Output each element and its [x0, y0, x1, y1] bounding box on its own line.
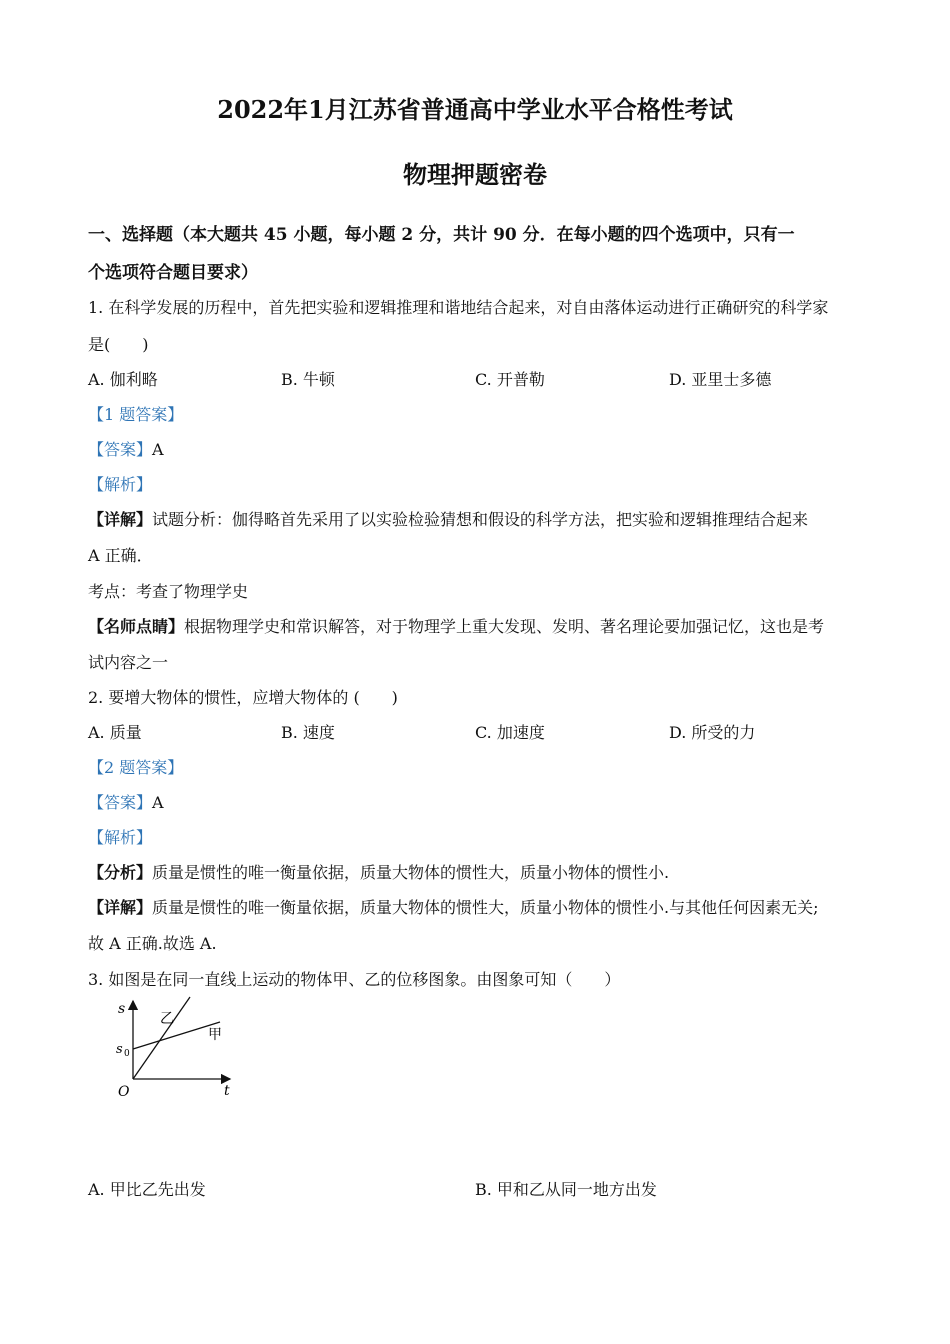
q1-stem-line1: 1. 在科学发展的历程中，首先把实验和逻辑推理和谐地结合起来，对自由落体运动进行正确研究的科学家 — [88, 298, 829, 317]
q1-stem-line2: 是( ) — [88, 335, 149, 354]
detail-tag: 【详解】 — [88, 510, 153, 529]
q3-stem: 3. 如图是在同一直线上运动的物体甲、乙的位移图象。由图象可知（ ） — [88, 970, 621, 989]
q1-option-a: A. 伽利略 — [88, 370, 158, 389]
q1-kaodian: 考点：考查了物理学史 — [88, 582, 249, 601]
q2-stem: 2. 要增大物体的惯性，应增大物体的 ( ) — [88, 688, 398, 707]
tip-text: 根据物理学史和常识解答，对于物理学上重大发现、发明、著名理论要加强记忆，这也是考 — [184, 617, 825, 636]
displacement-time-graph — [108, 995, 238, 1100]
s0-subscript: 0 — [124, 1049, 130, 1059]
q2-answer — [88, 790, 164, 813]
origin-label: O — [118, 1084, 130, 1100]
yi-label: 乙 — [160, 1011, 174, 1027]
section-heading-line1: 一、选择题（本大题共 45 小题，每小题 2 分，共计 90 分．在每小题的四个选项中，只有一 — [88, 225, 795, 245]
q2-answer-header: 【2 题答案】 — [88, 758, 184, 777]
q3-option-a: A. 甲比乙先出发 — [88, 1180, 206, 1199]
jia-label: 甲 — [208, 1027, 222, 1043]
q1-option-b: B. 牛顿 — [281, 370, 335, 389]
line-yi — [133, 997, 190, 1079]
answer-value: A — [152, 440, 164, 459]
q3-option-b: B. 甲和乙从同一地方出发 — [475, 1180, 657, 1199]
y-axis-label: s — [118, 1001, 126, 1017]
section-heading-line2: 个选项符合题目要求） — [88, 263, 258, 283]
answer-value: A — [152, 793, 164, 812]
answer-tag: 【答案】 — [88, 793, 153, 812]
fenxi-text: 质量是惯性的唯一衡量依据，质量大物体的惯性大，质量小物体的惯性小. — [152, 863, 670, 882]
s0-label: s — [116, 1042, 123, 1057]
q1-answer-header: 【1 题答案】 — [88, 405, 184, 424]
q1-answer — [88, 437, 164, 460]
q2-option-d: D. 所受的力 — [669, 723, 756, 742]
detail-text: 试题分析：伽得略首先采用了以实验检验猜想和假设的科学方法，把实验和逻辑推理结合起来 — [152, 510, 809, 529]
answer-tag: 【答案】 — [88, 440, 153, 459]
detail-text: 质量是惯性的唯一衡量依据，质量大物体的惯性大，质量小物体的惯性小.与其他任何因素无关; — [152, 898, 819, 917]
q2-detail-line1 — [88, 895, 819, 918]
tip-tag: 【名师点睛】 — [88, 617, 185, 636]
q2-option-a: A. 质量 — [88, 723, 142, 742]
q2-detail-line2: 故 A 正确.故选 A. — [88, 934, 217, 953]
q1-tip-line2: 试内容之一 — [88, 653, 169, 672]
line-jia — [133, 1022, 220, 1049]
exam-title: 2022年1月江苏省普通高中学业水平合格性考试 — [217, 95, 733, 124]
q1-option-c: C. 开普勒 — [475, 370, 545, 389]
q2-analysis-tag: 【解析】 — [88, 828, 153, 847]
exam-subtitle: 物理押题密卷 — [403, 160, 547, 189]
q2-option-b: B. 速度 — [281, 723, 335, 742]
q1-option-d: D. 亚里士多德 — [669, 370, 772, 389]
q1-analysis-tag: 【解析】 — [88, 475, 153, 494]
detail-tag: 【详解】 — [88, 898, 153, 917]
q2-option-c: C. 加速度 — [475, 723, 545, 742]
q2-fenxi — [88, 860, 669, 883]
q1-tip-line1 — [88, 614, 824, 637]
q1-detail-line1 — [88, 507, 808, 530]
x-axis-label: t — [224, 1083, 230, 1099]
q1-detail-line2: A 正确． — [88, 546, 153, 565]
fenxi-tag: 【分析】 — [88, 863, 153, 882]
